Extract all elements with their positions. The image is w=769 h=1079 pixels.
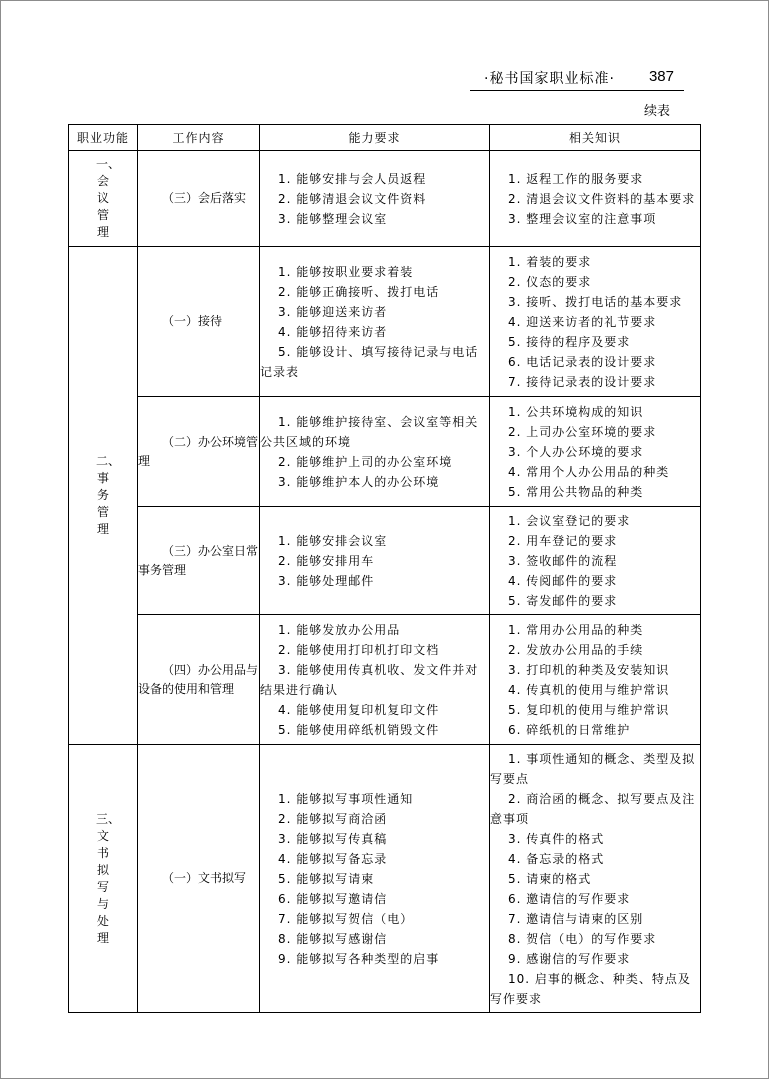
ability-item: 2. 能够正确接听、拨打电话: [278, 284, 440, 299]
ability-item: 1. 能够发放办公用品: [278, 622, 401, 637]
knowledge-item: 4. 迎送来访者的礼节要求: [508, 314, 657, 329]
ability-item: 4. 能够使用复印机复印文件: [278, 702, 440, 717]
knowledge-item: 5. 接待的程序及要求: [508, 334, 631, 349]
column-header: 相关知识: [490, 125, 701, 151]
content-label: （四）办公用品与设备的使用和管理: [138, 662, 259, 696]
knowledge-cell: [490, 397, 701, 507]
table-row: [69, 615, 701, 745]
ability-item: 4. 能够拟写备忘录: [278, 851, 388, 866]
content-cell: [138, 615, 260, 745]
ability-item: 5. 能够使用碎纸机销毁文件: [278, 722, 440, 737]
ability-item: 3. 能够处理邮件: [278, 573, 375, 588]
knowledge-cell: [490, 615, 701, 745]
abilities-cell: [260, 507, 490, 615]
knowledge-item: 5. 复印机的使用与维护常识: [508, 702, 670, 717]
knowledge-item: 2. 上司办公室环境的要求: [508, 424, 657, 439]
ability-item: 3. 能够使用传真机收、发文件并对结果进行确认: [260, 662, 479, 697]
knowledge-item: 2. 发放办公用品的手续: [508, 642, 644, 657]
knowledge-item: 4. 常用个人办公用品的种类: [508, 464, 670, 479]
knowledge-item: 1. 常用办公用品的种类: [508, 622, 644, 637]
running-header: [470, 66, 684, 91]
ability-item: 6. 能够拟写邀请信: [278, 891, 388, 906]
function-cell: [69, 745, 138, 1013]
standards-table: [68, 124, 701, 1013]
content-cell: [138, 247, 260, 397]
knowledge-item: 1. 事项性通知的概念、类型及拟写要点: [490, 751, 696, 786]
content-cell: [138, 745, 260, 1013]
function-label: 一、会议管理: [96, 157, 121, 239]
ability-item: 3. 能够维护本人的办公环境: [278, 474, 440, 489]
content-label: （三）会后落实: [162, 191, 247, 205]
function-cell: [69, 151, 138, 247]
ability-item: 3. 能够整理会议室: [278, 211, 388, 226]
knowledge-cell: [490, 745, 701, 1013]
column-header: 能力要求: [260, 125, 490, 151]
knowledge-item: 2. 商洽函的概念、拟写要点及注意事项: [490, 791, 696, 826]
abilities-cell: [260, 247, 490, 397]
knowledge-item: 5. 常用公共物品的种类: [508, 484, 644, 499]
ability-item: 2. 能够拟写商洽函: [278, 811, 388, 826]
ability-item: 2. 能够安排用车: [278, 553, 375, 568]
ability-item: 1. 能够拟写事项性通知: [278, 791, 414, 806]
knowledge-item: 3. 接听、拨打电话的基本要求: [508, 294, 683, 309]
content-label: （一）文书拟写: [162, 871, 247, 885]
knowledge-item: 3. 个人办公环境的要求: [508, 444, 644, 459]
knowledge-item: 7. 接待记录表的设计要求: [508, 374, 657, 389]
content-cell: [138, 397, 260, 507]
ability-item: 3. 能够迎送来访者: [278, 304, 388, 319]
knowledge-item: 2. 仪态的要求: [508, 274, 592, 289]
knowledge-item: 4. 传真机的使用与维护常识: [508, 682, 670, 697]
knowledge-cell: [490, 507, 701, 615]
knowledge-item: 4. 备忘录的格式: [508, 851, 605, 866]
knowledge-item: 5. 寄发邮件的要求: [508, 593, 618, 608]
knowledge-cell: [490, 151, 701, 247]
table-row: [69, 745, 701, 1013]
ability-item: 1. 能够维护接待室、会议室等相关公共区域的环境: [260, 414, 479, 449]
ability-item: 2. 能够清退会议文件资料: [278, 191, 427, 206]
continued-label: 续表: [644, 104, 671, 119]
knowledge-item: 6. 碎纸机的日常维护: [508, 722, 631, 737]
function-label: 三、文书拟写与处理: [96, 811, 121, 945]
table-row: [69, 397, 701, 507]
abilities-cell: [260, 397, 490, 507]
ability-item: 1. 能够按职业要求着装: [278, 264, 414, 279]
knowledge-item: 1. 公共环境构成的知识: [508, 404, 644, 419]
knowledge-item: 7. 邀请信与请柬的区别: [508, 911, 644, 926]
ability-item: 5. 能够拟写请柬: [278, 871, 375, 886]
knowledge-item: 4. 传阅邮件的要求: [508, 573, 618, 588]
knowledge-item: 5. 请柬的格式: [508, 871, 592, 886]
content-cell: [138, 507, 260, 615]
knowledge-item: 1. 返程工作的服务要求: [508, 171, 644, 186]
knowledge-item: 3. 传真件的格式: [508, 831, 605, 846]
column-header: 职业功能: [69, 125, 138, 151]
knowledge-item: 3. 签收邮件的流程: [508, 553, 618, 568]
table-row: [69, 247, 701, 397]
ability-item: 9. 能够拟写各种类型的启事: [278, 951, 440, 966]
table-row: [69, 507, 701, 615]
table-header-row: [69, 125, 701, 151]
knowledge-item: 1. 着装的要求: [508, 254, 592, 269]
knowledge-item: 9. 感谢信的写作要求: [508, 951, 631, 966]
ability-item: 2. 能够使用打印机打印文档: [278, 642, 440, 657]
knowledge-item: 8. 贺信（电）的写作要求: [508, 931, 657, 946]
ability-item: 3. 能够拟写传真稿: [278, 831, 388, 846]
ability-item: 4. 能够招待来访者: [278, 324, 388, 339]
ability-item: 2. 能够维护上司的办公室环境: [278, 454, 453, 469]
knowledge-item: 2. 用车登记的要求: [508, 533, 618, 548]
ability-item: 7. 能够拟写贺信（电）: [278, 911, 414, 926]
ability-item: 1. 能够安排会议室: [278, 533, 388, 548]
table-row: [69, 151, 701, 247]
ability-item: 5. 能够设计、填写接待记录与电话记录表: [260, 344, 479, 379]
ability-item: 8. 能够拟写感谢信: [278, 931, 388, 946]
abilities-cell: [260, 151, 490, 247]
knowledge-item: 1. 会议室登记的要求: [508, 513, 631, 528]
knowledge-item: 2. 清退会议文件资料的基本要求: [508, 191, 696, 206]
knowledge-item: 6. 电话记录表的设计要求: [508, 354, 657, 369]
abilities-cell: [260, 745, 490, 1013]
function-label: 二、事务管理: [96, 454, 121, 536]
function-cell: [69, 247, 138, 745]
page-number: 387: [648, 68, 674, 85]
knowledge-item: 3. 打印机的种类及安装知识: [508, 662, 670, 677]
knowledge-item: 3. 整理会议室的注意事项: [508, 211, 657, 226]
content-label: （三）办公室日常事务管理: [138, 543, 259, 577]
knowledge-item: 6. 邀请信的写作要求: [508, 891, 631, 906]
knowledge-cell: [490, 247, 701, 397]
content-cell: [138, 151, 260, 247]
header-title: ·秘书国家职业标准·: [484, 71, 615, 87]
ability-item: 1. 能够安排与会人员返程: [278, 171, 427, 186]
column-header: 工作内容: [138, 125, 260, 151]
content-label: （二）办公环境管理: [138, 434, 259, 468]
abilities-cell: [260, 615, 490, 745]
content-label: （一）接待: [162, 314, 223, 328]
knowledge-item: 10. 启事的概念、种类、特点及写作要求: [490, 971, 691, 1006]
